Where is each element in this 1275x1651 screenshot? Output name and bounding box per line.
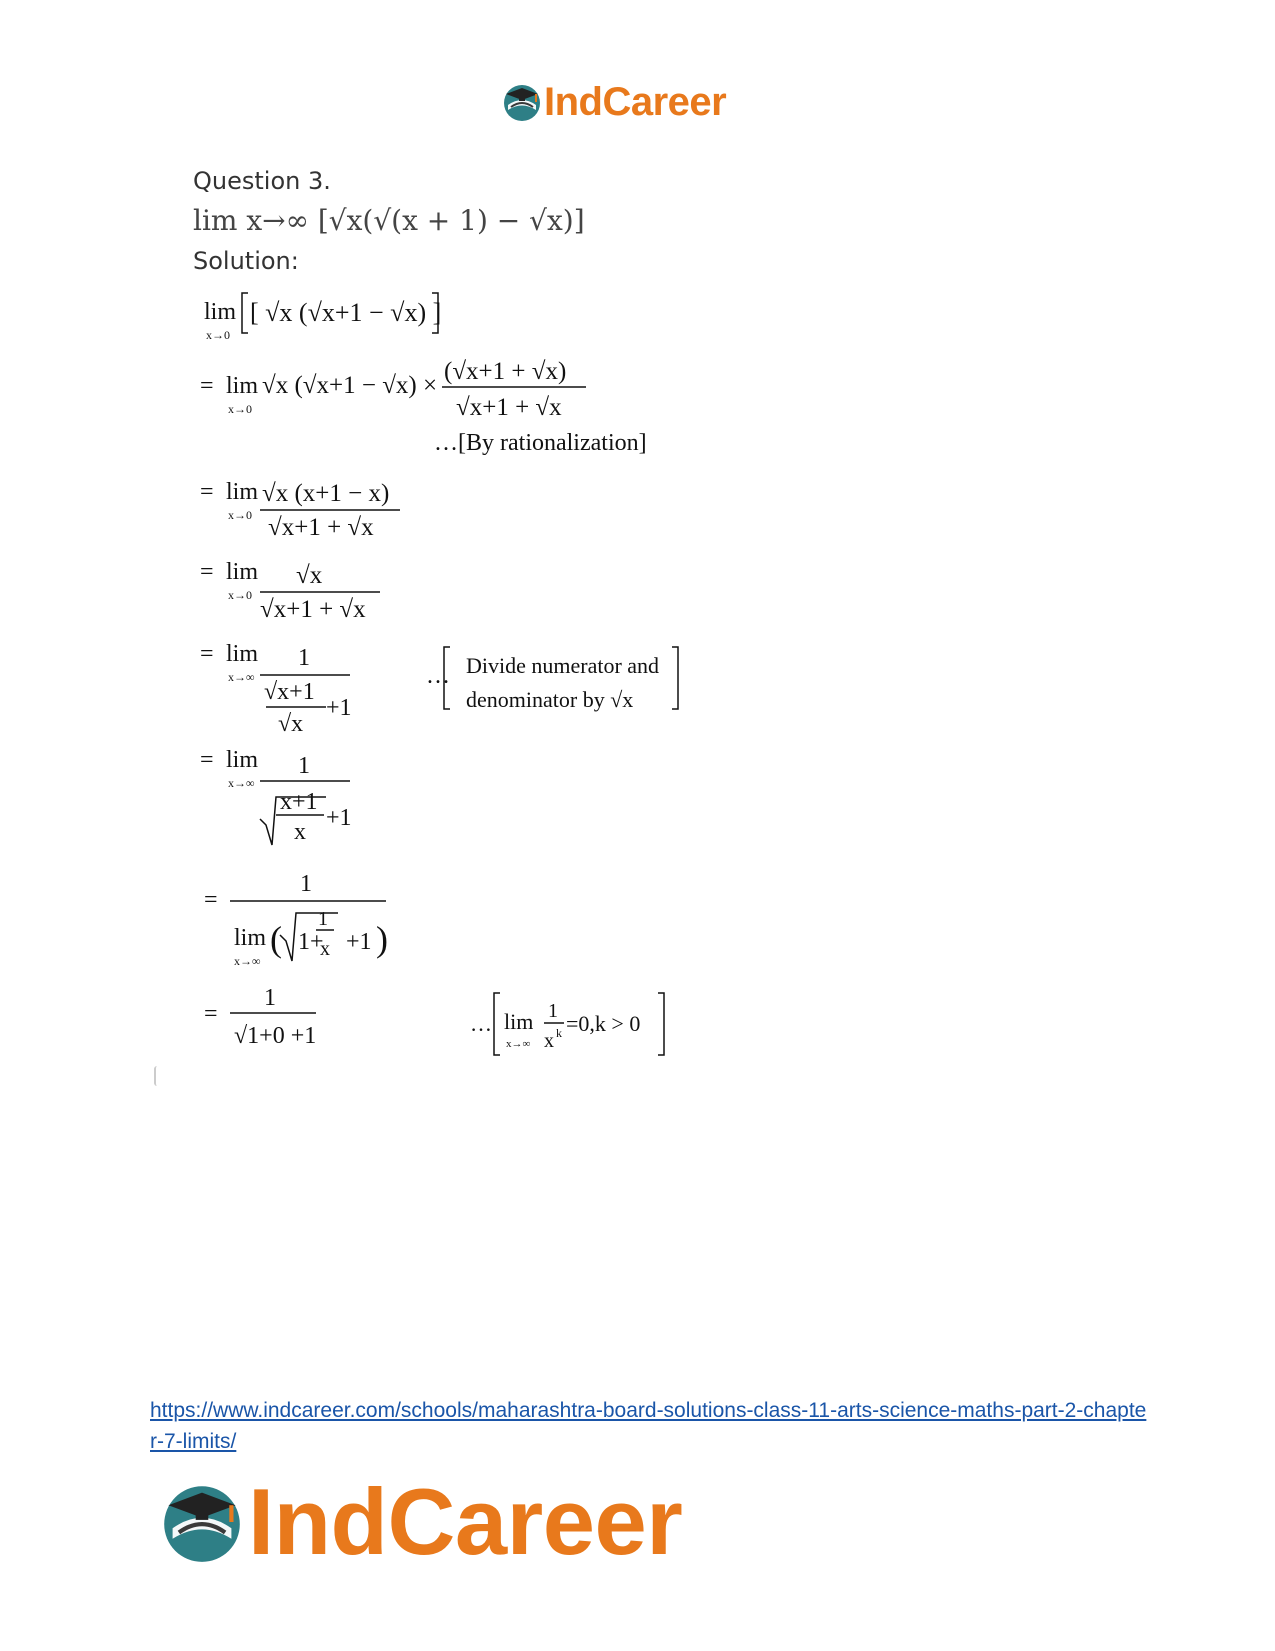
eq-sign: = <box>200 747 214 773</box>
lim-sub: x→0 <box>228 402 252 416</box>
lim-label: lim <box>226 747 259 773</box>
step-2-denominator: √x+1 + √x <box>456 394 562 421</box>
step-7-numerator: 1 <box>300 871 312 897</box>
lim-label: lim <box>226 641 259 667</box>
note-frac-den: x <box>544 1030 554 1052</box>
question-title: Question 3. <box>193 167 331 195</box>
eq-sign: = <box>200 641 214 667</box>
paren-left: ( <box>270 919 282 959</box>
lim-sub: x→0 <box>206 328 230 342</box>
step-6-inner-denominator: x <box>294 819 306 845</box>
lim-label: lim <box>504 1009 534 1034</box>
lim-sub: x→∞ <box>506 1038 531 1050</box>
solution-working <box>200 285 760 1075</box>
note-divide-line-2: denominator by √x <box>466 687 634 712</box>
lim-sub: x→0 <box>228 588 252 602</box>
step-3-numerator: √x (x+1 − x) <box>262 480 390 507</box>
solution-label: Solution: <box>193 247 299 275</box>
lim-sub: x→∞ <box>234 954 261 968</box>
note-frac-num: 1 <box>548 1000 558 1022</box>
lim-label: lim <box>234 925 267 951</box>
step-5-inner-denominator: √x <box>278 711 304 737</box>
note-limit-result: =0,k > 0 <box>566 1011 641 1036</box>
indcareer-logo-top <box>502 78 726 126</box>
note-divide-line-1: Divide numerator and <box>466 653 660 678</box>
lim-label: lim <box>204 299 237 325</box>
graduation-cap-icon <box>160 1480 244 1564</box>
step-6-plus-one: +1 <box>326 805 352 831</box>
step-6-numerator: 1 <box>298 753 310 779</box>
step-7-frac-den: x <box>320 938 330 960</box>
note-dots: … <box>426 663 450 689</box>
step-8-denominator: √1+0 +1 <box>234 1023 317 1049</box>
lim-label: lim <box>226 479 259 505</box>
lim-sub: x→∞ <box>228 776 255 790</box>
step-3-denominator: √x+1 + √x <box>268 514 374 541</box>
question-expression: lim x→∞ [√x(√(x + 1) − √x)] <box>193 204 585 237</box>
step-7-frac-num: 1 <box>318 908 328 930</box>
indcareer-logo-bottom <box>160 1469 683 1574</box>
step-1: [ √x (√x+1 − √x) ] <box>250 298 442 327</box>
step-7-inner: 1+ <box>298 929 324 955</box>
lim-label: lim <box>226 373 259 399</box>
paren-right: ) <box>376 919 388 959</box>
lim-sub: x→∞ <box>228 670 255 684</box>
step-6-inner-numerator: x+1 <box>280 789 318 815</box>
source-link[interactable]: https://www.indcareer.com/schools/maharashtra-board-solutions-class-11-arts-science-maths-part-2-chapter-7-limits/ <box>150 1399 1147 1453</box>
lim-label: lim <box>226 559 259 585</box>
brand-wordmark: IndCareer <box>544 80 727 124</box>
scan-mark <box>154 1066 160 1086</box>
step-7-plus-one: +1 <box>346 929 372 955</box>
step-5-plus-one: +1 <box>326 695 352 721</box>
eq-sign: = <box>204 1001 218 1027</box>
note-rationalization: …[By rationalization] <box>434 430 647 456</box>
step-2-numerator: (√x+1 + √x) <box>444 358 567 385</box>
eq-sign: = <box>200 559 214 585</box>
lim-sub: x→0 <box>228 508 252 522</box>
note-exponent: k <box>556 1026 562 1040</box>
eq-sign: = <box>200 373 214 399</box>
note-dots: … <box>470 1011 492 1036</box>
step-5-numerator: 1 <box>298 645 310 671</box>
step-2-left: √x (√x+1 − √x) × <box>262 372 438 399</box>
step-4-numerator: √x <box>296 562 323 589</box>
step-5-inner-numerator: √x+1 <box>264 679 315 705</box>
graduation-cap-icon <box>502 82 542 122</box>
step-8-numerator: 1 <box>264 985 276 1011</box>
step-4-denominator: √x+1 + √x <box>260 596 366 623</box>
eq-sign: = <box>200 479 214 505</box>
eq-sign: = <box>204 887 218 913</box>
brand-wordmark: IndCareer <box>248 1469 683 1574</box>
